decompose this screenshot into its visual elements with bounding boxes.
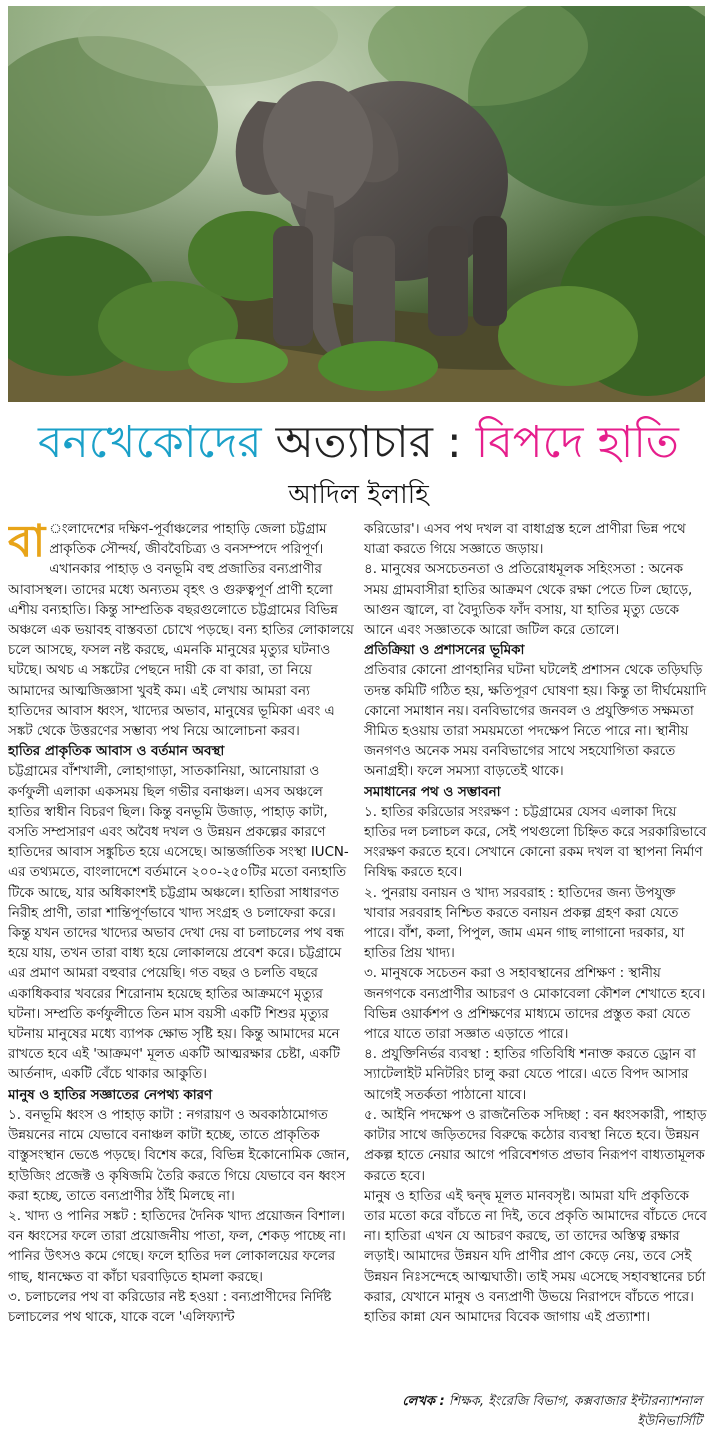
- paragraph: ২. পুনরায় বনায়ন ও খাদ্য সরবরাহ : হাতিদের জন্য উপযুক্ত খাবার সরবরাহ নিশ্চিত করতে বনায়ন প্রকল্প গ্রহণ করা যেতে পারে। বাঁশ, কলা, পিপুল, জাম এমন গাছ লাগানো দরকার, যা হাতির প্রিয় খাদ্য।: [364, 885, 685, 962]
- section-heading: সমাধানের পথ ও সম্ভাবনা: [364, 784, 501, 800]
- paragraph: প্রতিবার কোনো প্রাণহানির ঘটনা ঘটলেই প্রশাসন থেকে তড়িঘড়ি তদন্ত কমিটি গঠিত হয়, ক্ষতিপূরণ ঘোষণা হয়। কিন্তু তা দীর্ঘমেয়াদি কোনো সমাধান নয়। বনবিভাগের জনবল ও প্রযুক্তিগত সক্ষমতা সীমিত হওয়ায় তারা সময়মতো পদক্ষেপ নিতে পারে না। স্থানীয় জনগণও অনেক সময় বনবিভাগের সাথে সহযোগিতা করতে অনাগ্রহী। ফলে সমস্যা বাড়তেই থাকে।: [364, 663, 707, 780]
- headline-part-3: বিপদে হাতি: [475, 417, 679, 468]
- intro-text: ংলাদেশের দক্ষিণ-পূর্বাঞ্চলের পাহাড়ি জেলা চট্টগ্রাম প্রাকৃতিক সৌন্দর্য, জীববৈচিত্র্য ও বনসম্পদে পরিপূর্ণ। এখানকার পাহাড় ও বনভূমি বহু প্রজাতির বন্যপ্রাণীর আবাসস্থল। তাদের মধ্যে অন্যতম বৃহৎ ও গুরুত্বপূর্ণ প্রাণী হলো এশীয় বন্যহাতি। কিন্তু সাম্প্রতিক বছরগুলোতে চট্টগ্রামের বিভিন্ন অঞ্চলে এক ভয়াবহ বাস্তবতা চোখে পড়ছে। বন্য হাতির লোকালয়ে চলে আসছে, ফসল নষ্ট করছে, এমনকি মানুষের মৃত্যুর ঘটনাও ঘটছে। অথচ এ সঙ্কটের পেছনে দায়ী কে বা কারা, তা নিয়ে আমাদের আত্মজিজ্ঞাসা খুবই কম। এই লেখায় আমরা বন্য হাতিদের আবাস ধ্বংস, খাদ্যের অভাব, মানুষের ভূমিকা এবং এ সঙ্কট থেকে উত্তরণের সম্ভাব্য পথ নিয়ে আলোচনা করব।: [8, 522, 354, 740]
- article-column-left: [8, 520, 356, 1420]
- dropcap: বা: [8, 520, 46, 567]
- headline-part-2: অত্যাচার: [261, 417, 447, 468]
- paragraph: ৪. প্রযুক্তিনির্ভর ব্যবস্থা : হাতির গতিবিধি শনাক্ত করতে ড্রোন বা স্যাটেলাইট মনিটরিং চালু করা যেতে পারে। এতে বিপদ আসার আগেই সতর্কতা পাঠানো যাবে।: [364, 1047, 696, 1103]
- intro-paragraph: [8, 520, 356, 742]
- section-heading: প্রতিক্রিয়া ও প্রশাসনের ভূমিকা: [364, 643, 525, 659]
- paragraph: ৪. মানুষের অসচেতনতা ও প্রতিরোধমূলক সহিংসতা : অনেক সময় গ্রামবাসীরা হাতির আক্রমণ থেকে রক্ষা পেতে ঢিল ছোড়ে, আগুন জ্বালে, বা বৈদ্যুতিক ফাঁদ বসায়, যা হাতির মৃত্যু ডেকে আনে এবং সজ্ঞাতকে আরো জটিল করে তোলে।: [364, 562, 693, 639]
- paragraph: ৩. চলাচলের পথ বা করিডোর নষ্ট হওয়া : বন্যপ্রাণীদের নির্দিষ্ট চলাচলের পথ থাকে, যাকে বলে 'এলিফ্যান্ট: [8, 1289, 332, 1325]
- byline: আদিল ইলাহি: [288, 480, 429, 510]
- headline-part-1: বনখেকোদের: [38, 417, 262, 468]
- credit-label: লেখক :: [402, 1394, 445, 1409]
- headline: [0, 410, 717, 476]
- paragraph: ৫. আইনি পদক্ষেপ ও রাজনৈতিক সদিচ্ছা : বন ধ্বংসকারী, পাহাড় কাটার সাথে জড়িতদের বিরুদ্ধে কঠোর ব্যবস্থা নিতে হবে। উন্নয়ন প্রকল্প হাতে নেয়ার আগে পরিবেশগত প্রভাব নিরূপণ বাধ্যতামূলক করতে হবে।: [364, 1107, 707, 1184]
- credit-text: শিক্ষক, ইংরেজি বিভাগ, কক্সবাজার ইন্টারন্যাশনাল ইউনিভার্সিটি: [444, 1394, 702, 1429]
- section-heading: মানুষ ও হাতির সজ্ঞাতের নেপথ্য কারণ: [8, 1087, 213, 1103]
- paragraph: ৩. মানুষকে সচেতন করা ও সহাবস্থানের প্রশিক্ষণ : স্থানীয় জনগণকে বন্যপ্রাণীর আচরণ ও মোকাবেলা কৌশল শেখাতে হবে। বিভিন্ন ওয়ার্কশপ ও প্রশিক্ষণের মাধ্যমে তাদের প্রস্তুত করা যেতে পারে যাতে তারা সজ্ঞাত এড়াতে পারে।: [364, 966, 706, 1043]
- paragraph: করিডোর'। এসব পথ দখল বা বাধাগ্রস্ত হলে প্রাণীরা ভিন্ন পথে যাত্রা করতে গিয়ে সজ্ঞাতে জড়ায়।: [364, 522, 686, 558]
- paragraph: ১. বনভূমি ধ্বংস ও পাহাড় কাটা : নগরায়ণ ও অবকাঠামোগত উন্নয়নের নামে যেভাবে বনাঞ্চল কাটা হচ্ছে, তাতে প্রাকৃতিক বাস্তুসংস্থান ভেঙে পড়ছে। বিশেষ করে, বিভিন্ন ইকোনোমিক জোন, হাউজিং প্রজেক্ট ও কৃষিজমি তৈরি করতে গিয়ে যেভাবে বন ধ্বংস করা হচ্ছে, তাতে বন্যপ্রাণীর ঠাঁই মিলছে না।: [8, 1107, 350, 1204]
- paragraph: ১. হাতির করিডোর সংরক্ষণ : চট্টগ্রামের যেসব এলাকা দিয়ে হাতির দল চলাচল করে, সেই পথগুলো চিহ্নিত করে সরকারিভাবে সংরক্ষণ করতে হবে। সেখানে কোনো রকম দখল বা স্থাপনা নির্মাণ নিষিদ্ধ করতে হবে।: [364, 804, 707, 881]
- article-column-right: [364, 520, 708, 1420]
- elephant-photo: [8, 6, 705, 402]
- section-heading: হাতির প্রাকৃতিক আবাস ও বর্তমান অবস্থা: [8, 744, 225, 760]
- elephant-photo-icon: [8, 6, 705, 402]
- paragraph: ২. খাদ্য ও পানির সঙ্কট : হাতিদের দৈনিক খাদ্য প্রয়োজন বিশাল। বন ধ্বংসের ফলে তারা প্রয়োজনীয় পাতা, ফল, শেকড় পাচ্ছে না। পানির উৎসও কমে গেছে। ফলে হাতির দল লোকালয়ের ফলের গাছ, ধানক্ষেত বা কাঁচা ঘরবাড়িতে হামলা করছে।: [8, 1208, 346, 1285]
- paragraph: চট্টগ্রামের বাঁশখালী, লোহাগাড়া, সাতকানিয়া, আনোয়ারা ও কর্ণফুলী এলাকা একসময় ছিল গভীর বনাঞ্চল। এসব অঞ্চলে হাতির স্বাধীন বিচরণ ছিল। কিন্তু বনভূমি উজাড়, পাহাড় কাটা, বসতি সম্প্রসারণ এবং অবৈধ দখল ও উন্নয়ন প্রকল্পের কারণে হাতিদের আবাস সঙ্কুচিত হয়ে এসেছে। আন্তর্জাতিক সংস্থা IUCN-এর তথ্যমতে, বাংলাদেশে বর্তমানে ২০০-২৫০টির মতো বন্যহাতি টিকে আছে, যার অধিকাংশই চট্টগ্রাম অঞ্চলে। হাতিরা সাধারণত নিরীহ প্রাণী, তারা শান্তিপূর্ণভাবে খাদ্য সংগ্রহ ও চলাফেরা করে। কিন্তু যখন তাদের খাদ্যের অভাব দেখা দেয় বা চলাচলের পথ বন্ধ হয়ে যায়, তখন তারা বাধ্য হয়ে লোকালয়ে প্রবেশ করে। চট্টগ্রামে এর প্রমাণ আমরা বহুবার পেয়েছি। গত বছর ও চলতি বছরে একাধিকবার খবরের শিরোনাম হয়েছে হাতির আক্রমণে মৃত্যুর ঘটনা। সম্প্রতি কর্ণফুলীতে তিন মাস বয়সী একটি শিশুর মৃত্যুর ঘটনায় মানুষের মধ্যে ব্যাপক ক্ষোভ সৃষ্টি হয়। কিন্তু আমাদের মনে রাখতে হবে এই 'আক্রমণ' মূলত একটি আত্মরক্ষার চেষ্টা, একটি আর্তনাদ, একটি বেঁচে থাকার আকুতি।: [8, 764, 349, 1083]
- headline-colon: :: [446, 417, 476, 468]
- paragraph: মানুষ ও হাতির এই দ্বন্দ্ব মূলত মানবসৃষ্ট। আমরা যদি প্রকৃতিকে তার মতো করে বাঁচতে না দিই, তবে প্রকৃতি আমাদের বাঁচতে দেবে না। হাতিরা এখন যে আচরণ করছে, তা তাদের অস্তিত্ব রক্ষার লড়াই। আমাদের উন্নয়ন যদি প্রাণীর প্রাণ কেড়ে নেয়, তবে সেই উন্নয়ন নিঃসন্দেহে আত্মঘাতী। তাই সময় এসেছে সহাবস্থানের চর্চা করার, যেখানে মানুষ ও বন্যপ্রাণী উভয়ে নিরাপদে বাঁচতে পারে। হাতির কান্না যেন আমাদের বিবেক জাগায় এই প্রত্যাশা।: [364, 1188, 707, 1325]
- author-credit: [364, 1392, 702, 1432]
